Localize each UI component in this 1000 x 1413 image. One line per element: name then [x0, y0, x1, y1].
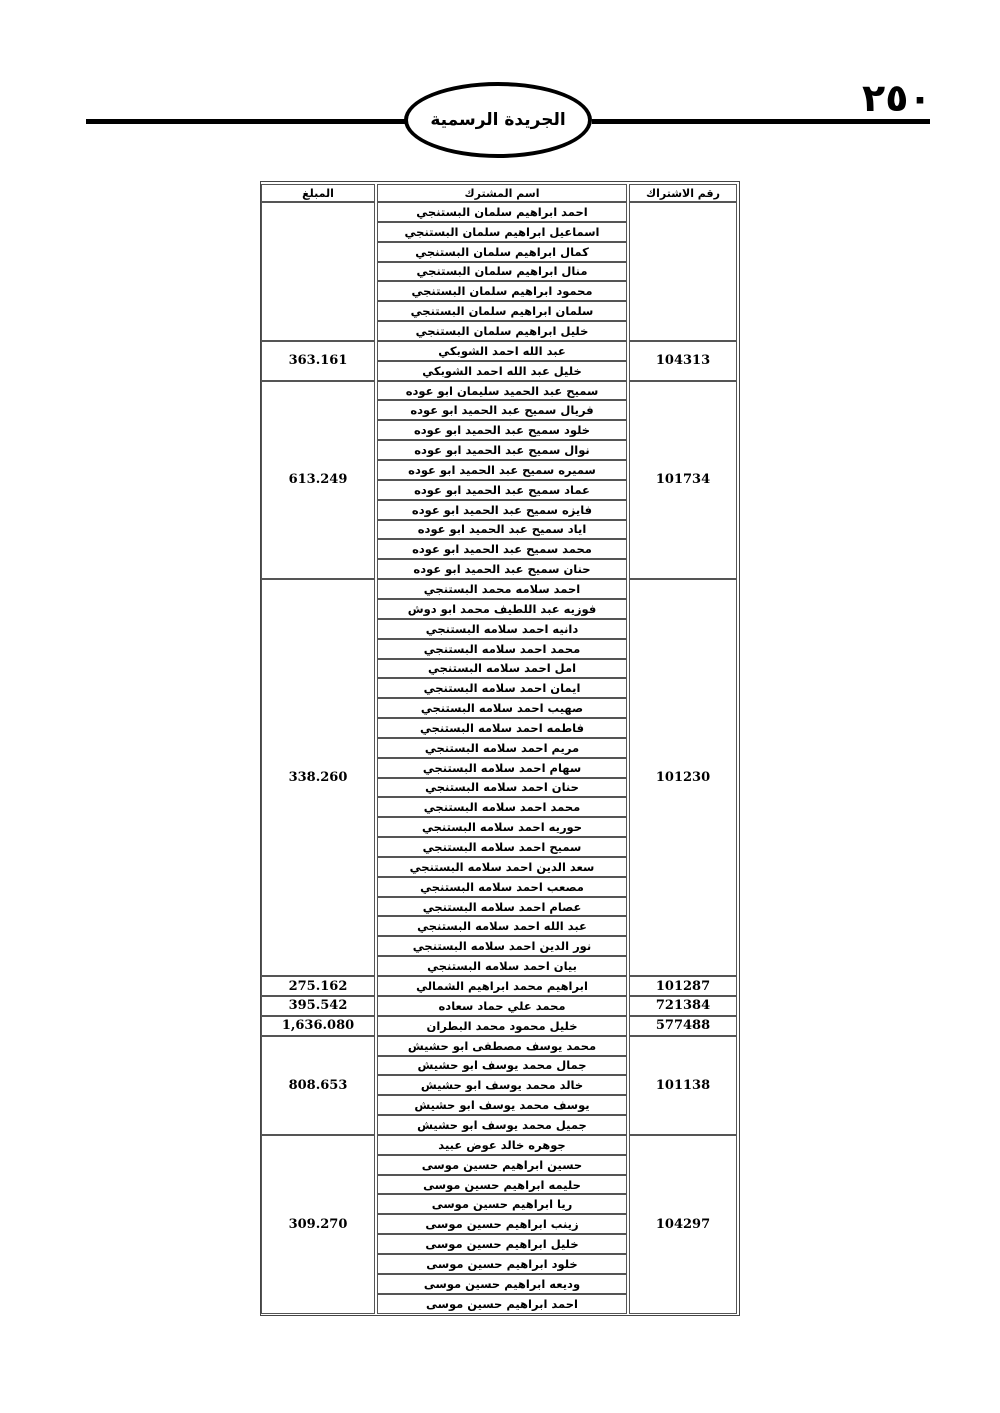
subscriber-name: فريال سميح عبد الحميد ابو عوده: [377, 400, 627, 420]
subscriber-name: فايزه سميح عبد الحميد ابو عوده: [377, 500, 627, 520]
header-amount: المبلغ: [261, 184, 375, 202]
subscriber-name: زينب ابراهيم حسين موسى: [377, 1214, 627, 1234]
subscription-number: 101230: [629, 579, 737, 976]
subscriber-name: نوال سميح عبد الحميد ابو عوده: [377, 440, 627, 460]
subscriber-names: [377, 1016, 627, 1036]
subscription-number: [629, 202, 737, 341]
subscriber-name: خليل عبد الله احمد الشوبكي: [377, 361, 627, 381]
subscriber-name: سميح عبد الحميد سليمان ابو عوده: [377, 381, 627, 401]
subscriber-name: احمد سلامه محمد البستنجي: [377, 579, 627, 599]
amount-value: 363.161: [261, 341, 375, 381]
subscriber-name: ايمان احمد سلامه البستنجي: [377, 678, 627, 698]
subscriber-name: عبد الله احمد سلامه البستنجي: [377, 916, 627, 936]
header-rule-left: [86, 119, 406, 124]
subscriber-name: اياد سميح عبد الحميد ابو عوده: [377, 520, 627, 540]
gazette-title: الجريدة الرسمية: [404, 82, 592, 158]
subscriber-name: دانيه احمد سلامه البستنجي: [377, 619, 627, 639]
subscriber-name: اسماعيل ابراهيم سلمان البستنجي: [377, 222, 627, 242]
subscriber-name: يوسف محمد يوسف ابو حشيش: [377, 1095, 627, 1115]
subscriber-name: عبد الله احمد الشوبكي: [377, 341, 627, 361]
subscription-number: 104297: [629, 1135, 737, 1314]
subscriber-name: ريا ابراهيم حسين موسى: [377, 1194, 627, 1214]
subscriber-name: خلود ابراهيم حسين موسى: [377, 1254, 627, 1274]
amount-value: 613.249: [261, 381, 375, 580]
table-row: [263, 1036, 737, 1135]
subscriber-name: عماد سميح عبد الحميد ابو عوده: [377, 480, 627, 500]
table-row: [263, 976, 737, 996]
subscriber-name: عصام احمد سلامه البستنجي: [377, 897, 627, 917]
subscriber-name: جوهره خالد عوض عبيد: [377, 1135, 627, 1155]
table-row: [263, 579, 737, 976]
subscriber-name: محمد يوسف مصطفى ابو حشيش: [377, 1036, 627, 1056]
table-row: [263, 381, 737, 580]
table-row: [263, 996, 737, 1016]
subscriber-name: خليل ابراهيم حسين موسى: [377, 1234, 627, 1254]
subscriber-name: سميره سميح عبد الحميد ابو عوده: [377, 460, 627, 480]
table-row: [263, 1135, 737, 1314]
subscriber-names: [377, 1135, 627, 1314]
subscriber-name: سعد الدين احمد سلامه البستنجي: [377, 857, 627, 877]
subscriber-name: حليمه ابراهيم حسين موسى: [377, 1175, 627, 1195]
subscriber-name: فوزيه عبد اللطيف محمد ابو دوش: [377, 599, 627, 619]
subscriber-name: كمال ابراهيم سلمان البستنجي: [377, 242, 627, 262]
table-row: [263, 202, 737, 341]
table-row: [263, 1016, 737, 1036]
subscriber-name: محمد احمد سلامه البستنجي: [377, 639, 627, 659]
subscribers-table: [260, 181, 740, 1316]
subscriber-name: حسين ابراهيم حسين موسى: [377, 1155, 627, 1175]
subscriber-names: [377, 381, 627, 580]
subscriber-name: احمد ابراهيم حسين موسى: [377, 1294, 627, 1314]
subscriber-name: سلمان ابراهيم سلمان البستنجي: [377, 301, 627, 321]
subscriber-name: حنان سميح عبد الحميد ابو عوده: [377, 559, 627, 579]
subscriber-name: خلود سميح عبد الحميد ابو عوده: [377, 420, 627, 440]
subscriber-name: مصعب احمد سلامه البستنجي: [377, 877, 627, 897]
amount-value: 1,636.080: [261, 1016, 375, 1036]
subscription-number: 721384: [629, 996, 737, 1016]
subscriber-name: مريم احمد سلامه البستنجي: [377, 738, 627, 758]
subscriber-name: خالد محمد يوسف ابو حشيش: [377, 1075, 627, 1095]
subscriber-name: جمال محمد يوسف ابو حشيش: [377, 1056, 627, 1076]
subscriber-name: محمد علي حماد سعاده: [377, 996, 627, 1016]
subscriber-name: محمد احمد سلامه البستنجي: [377, 797, 627, 817]
amount-value: [261, 202, 375, 341]
amount-value: 338.260: [261, 579, 375, 976]
subscription-number: 101734: [629, 381, 737, 580]
subscriber-name: حنان احمد سلامه البستنجي: [377, 778, 627, 798]
subscription-number: 577488: [629, 1016, 737, 1036]
subscriber-name: محمد سميح عبد الحميد ابو عوده: [377, 539, 627, 559]
header-name: اسم المشترك: [377, 184, 627, 202]
amount-value: 275.162: [261, 976, 375, 996]
amount-value: 395.542: [261, 996, 375, 1016]
table-row: [263, 341, 737, 381]
table-header: [263, 184, 737, 202]
subscriber-name: جميل محمد يوسف ابو حشيش: [377, 1115, 627, 1135]
subscriber-name: احمد ابراهيم سلمان البستنجي: [377, 202, 627, 222]
subscriber-name: خليل محمود محمد البطران: [377, 1016, 627, 1036]
subscription-number: 104313: [629, 341, 737, 381]
subscriber-name: سهام احمد سلامه البستنجي: [377, 758, 627, 778]
page-number: ٢٥٠: [862, 76, 932, 120]
subscription-number: 101287: [629, 976, 737, 996]
subscriber-name: سميح احمد سلامه البستنجي: [377, 837, 627, 857]
subscriber-names: [377, 341, 627, 381]
subscriber-name: امل احمد سلامه البستنجي: [377, 659, 627, 679]
subscriber-name: فاطمه احمد سلامه البستنجي: [377, 718, 627, 738]
subscriber-name: محمود ابراهيم سلمان البستنجي: [377, 281, 627, 301]
subscriber-name: بيان احمد سلامه البستنجي: [377, 956, 627, 976]
amount-value: 808.653: [261, 1036, 375, 1135]
subscription-number: 101138: [629, 1036, 737, 1135]
subscriber-name: منال ابراهيم سلمان البستنجي: [377, 262, 627, 282]
subscriber-name: نور الدين احمد سلامه البستنجي: [377, 936, 627, 956]
subscriber-names: [377, 202, 627, 341]
subscriber-names: [377, 579, 627, 976]
subscriber-name: صهيب احمد سلامه البستنجي: [377, 698, 627, 718]
subscriber-name: ابراهيم محمد ابراهيم الشمالي: [377, 976, 627, 996]
amount-value: 309.270: [261, 1135, 375, 1314]
header-subscription: رقم الاشتراك: [629, 184, 737, 202]
subscriber-name: حوريه احمد سلامه البستنجي: [377, 817, 627, 837]
subscriber-names: [377, 996, 627, 1016]
subscriber-name: خليل ابراهيم سلمان البستنجي: [377, 321, 627, 341]
subscriber-names: [377, 976, 627, 996]
subscriber-names: [377, 1036, 627, 1135]
subscriber-name: وديعه ابراهيم حسين موسى: [377, 1274, 627, 1294]
